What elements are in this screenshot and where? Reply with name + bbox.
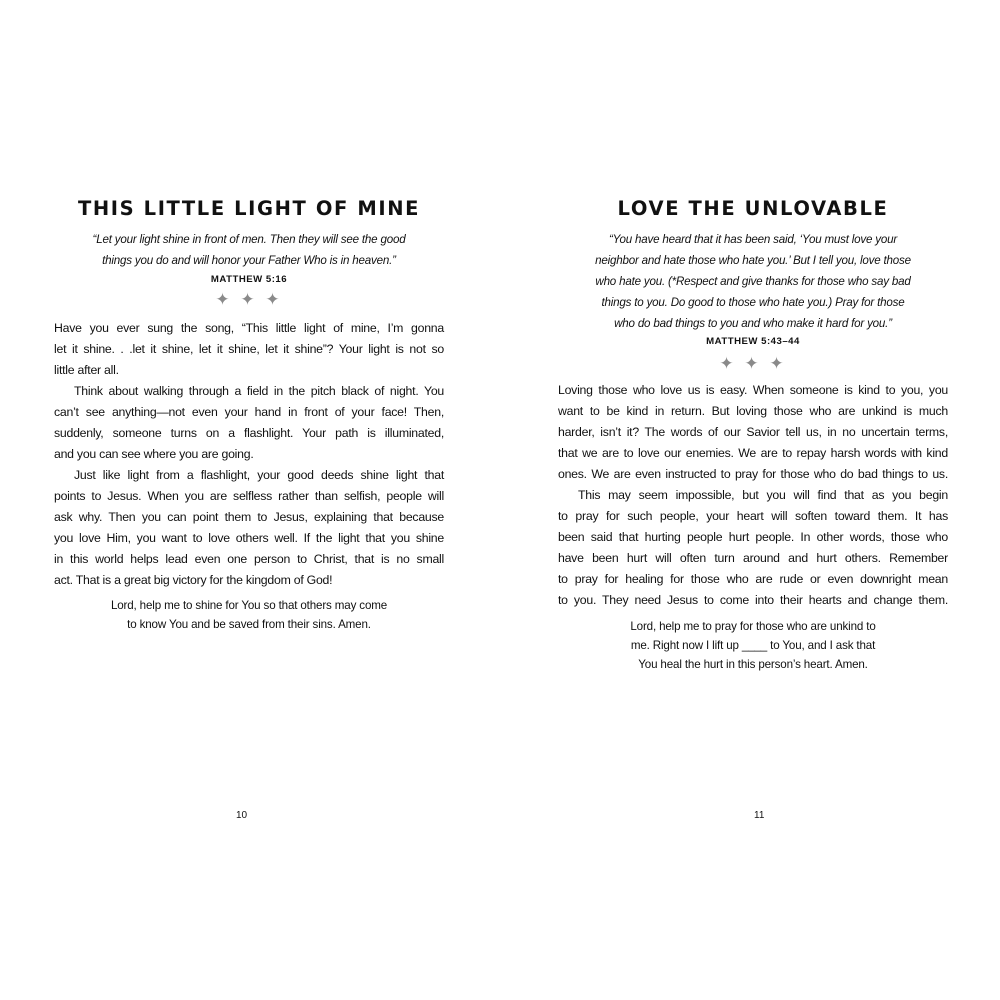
page-title: THIS LITTLE LIGHT OF MINE: [77, 197, 421, 220]
verse-line: things you do and will honor your Father Who is in heaven.”: [102, 254, 396, 267]
scripture-verse: [54, 229, 444, 271]
body-line: ones. We are even instructed to pray for those who do bad things to us.: [558, 467, 948, 481]
body-line: and you can see where you are going.: [54, 447, 254, 461]
verse-line: “You have heard that it has been said, ‘You must love your: [608, 233, 898, 246]
body-line: let it shine. . .let it shine, let it shine, let it shine”? Your light is not so: [54, 342, 444, 356]
page-number: 11: [754, 810, 765, 821]
body-text: [558, 380, 948, 611]
scripture-reference: MATTHEW 5:16: [210, 274, 288, 285]
page-title: LOVE THE UNLOVABLE: [617, 197, 889, 220]
star-divider-icon: ✦ ✦ ✦: [719, 354, 787, 373]
body-line: little after all.: [54, 363, 119, 377]
verse-line: “Let your light shine in front of men. Then they will see the good: [92, 233, 406, 246]
body-line: to pray for such people, your heart will soften toward them. It has: [558, 509, 948, 523]
verse-line: who hate you. (*Respect and give thanks for those who say bad: [595, 275, 911, 288]
body-line: Think about walking through a field in the pitch black of night. You: [74, 384, 444, 398]
body-line: points to Jesus. When you are selfless rather than selfish, people will: [54, 489, 444, 503]
page-number: 10: [236, 810, 248, 821]
body-line: have been hurt will often turn around and hurt others. Remember: [558, 551, 948, 565]
body-line: Have you ever sung the song, “This little light of mine, I’m gonna: [54, 321, 444, 335]
star-divider-icon: ✦ ✦ ✦: [215, 290, 283, 309]
prayer: [558, 617, 948, 674]
body-line: Loving those who love us is easy. When someone is kind to you, you: [558, 383, 948, 397]
verse-line: neighbor and hate those who hate you.’ But I tell you, love those: [595, 254, 911, 267]
prayer-line: to know You and be saved from their sins. Amen.: [127, 618, 371, 631]
body-line: suddenly, someone turns on a flashlight. Your path is illuminated,: [54, 426, 444, 440]
prayer-line: Lord, help me to shine for You so that others may come: [110, 599, 388, 612]
verse-line: things to you. Do good to those who hate you.) Pray for those: [601, 296, 905, 309]
body-line: act. That is a great big victory for the kingdom of God!: [54, 573, 333, 587]
body-line: to you. They need Jesus to come into their hearts and change them.: [558, 593, 948, 607]
body-line: can’t see anything—not even your hand in front of your face! Then,: [54, 405, 444, 419]
body-line: harder, isn’t it? The words of our Savior tell us, in no uncertain terms,: [558, 425, 948, 439]
prayer: [54, 596, 444, 634]
scripture-reference: MATTHEW 5:43–44: [706, 336, 800, 347]
body-line: want to be kind in return. But loving those who are unkind is much: [558, 404, 948, 418]
prayer-line: Lord, help me to pray for those who are unkind to: [630, 620, 876, 633]
body-text: [54, 318, 444, 591]
body-line: in this world helps lead even one person to Christ, that is no small: [54, 552, 444, 566]
body-line: Just like light from a flashlight, your good deeds shine light that: [74, 468, 444, 482]
body-line: ask why. Then you can point them to Jesus, explaining that because: [54, 510, 444, 524]
body-line: you love Him, you want to love others well. If the light that you shine: [54, 531, 444, 545]
scripture-verse: [558, 229, 948, 334]
body-line: This may seem impossible, but you will find that as you begin: [578, 488, 948, 502]
body-line: been said that hurting people hurt people. In other words, those who: [558, 530, 948, 544]
verse-line: who do bad things to you and who make it hard for you.”: [614, 317, 892, 330]
body-line: that we are to love our enemies. We are to repay harsh words with kind: [558, 446, 948, 460]
prayer-line: me. Right now I lift up ____ to You, and I ask that: [630, 639, 876, 652]
body-line: to pray for healing for those who are rude or even downright mean: [558, 572, 948, 586]
prayer-line: You heal the hurt in this person’s heart. Amen.: [638, 658, 868, 671]
